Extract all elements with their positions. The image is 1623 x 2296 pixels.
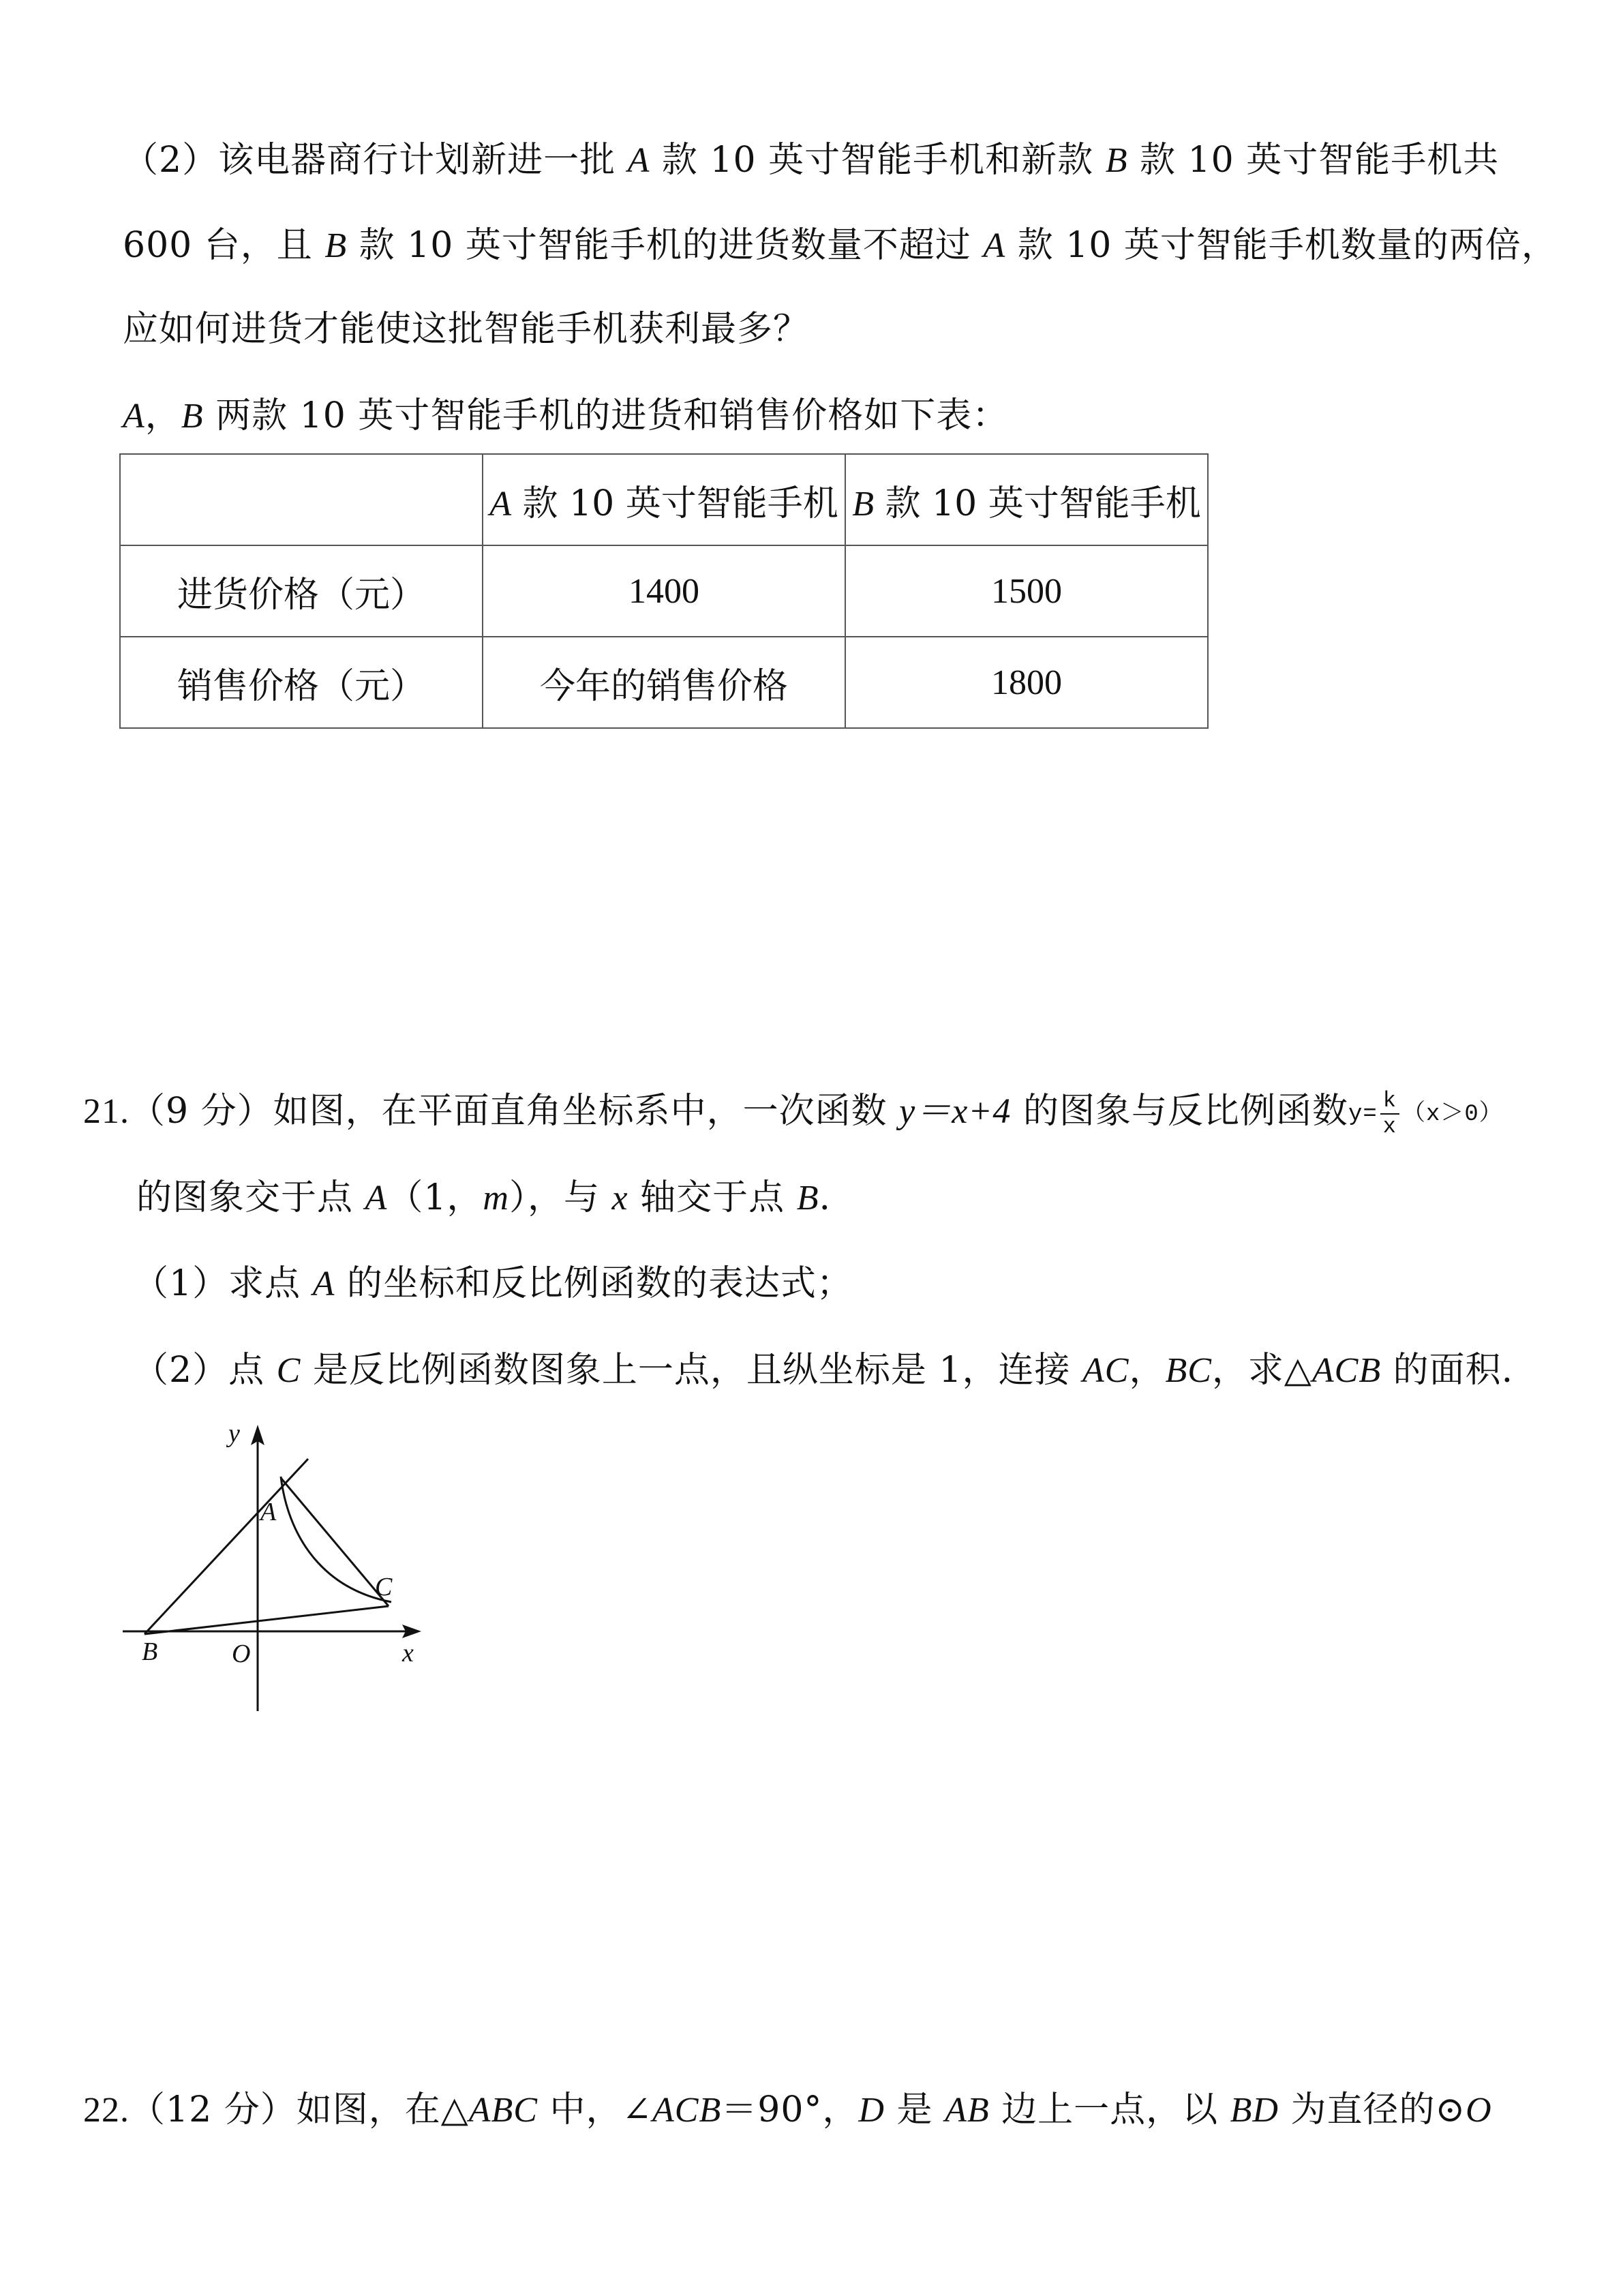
text: 是	[896, 2089, 933, 2130]
label-a: A	[260, 1498, 277, 1526]
text: 如图，在平面直角坐标系中，一次函数	[273, 1091, 888, 1132]
question-number: 22.	[83, 2091, 130, 2130]
var: A	[312, 1265, 335, 1303]
text: （2）点	[133, 1350, 265, 1391]
question-points: （9 分）	[130, 1091, 273, 1132]
text: 款 10 英寸智能手机共	[1139, 140, 1500, 181]
text: （1，	[387, 1177, 483, 1218]
inverse-function-formula	[1348, 1089, 1503, 1139]
text: 轴交于点	[640, 1177, 785, 1218]
line-y-x-plus-4	[145, 1459, 308, 1634]
text: 款 10 英寸智能手机	[522, 483, 838, 524]
label-o: O	[232, 1640, 251, 1668]
text: 的面积.	[1393, 1350, 1514, 1391]
text: ，求△	[1211, 1350, 1312, 1391]
table-row	[120, 637, 1208, 728]
text: .	[819, 1177, 831, 1218]
var: C	[276, 1351, 301, 1390]
var: D	[858, 2091, 885, 2130]
text: 如图，在△	[296, 2089, 469, 2130]
var: B	[324, 226, 348, 265]
var: O	[1466, 2091, 1492, 2130]
q22-line1	[83, 2086, 1492, 2134]
var: B	[181, 397, 204, 436]
text: 款 10 英寸智能手机的进货数量不超过	[359, 225, 971, 266]
var: AC	[1082, 1351, 1129, 1390]
table-cell: 1800	[845, 637, 1208, 728]
text: 款 10 英寸智能手机和新款	[661, 140, 1094, 181]
var: A	[123, 397, 145, 436]
var: BD	[1230, 2091, 1279, 2130]
text: 为直径的⊙	[1290, 2089, 1466, 2130]
table-row-label: 进货价格（元）	[120, 545, 483, 637]
frac-condition: （x＞0）	[1402, 1101, 1503, 1128]
segment-bc	[145, 1606, 389, 1634]
table-header-b	[845, 454, 1208, 545]
label-x: x	[402, 1639, 414, 1667]
fraction	[1380, 1089, 1399, 1139]
segment-ac	[281, 1478, 389, 1606]
frac-denominator: x	[1382, 1113, 1397, 1139]
frac-prefix: y=	[1348, 1101, 1378, 1128]
var: B	[852, 484, 874, 524]
var: A	[983, 226, 1006, 265]
text: 款 10 英寸智能手机数量的两倍，	[1017, 225, 1558, 266]
q21-line1	[83, 1087, 1503, 1139]
text: 是反比例函数图象上一点，且纵坐标是 1，连接	[312, 1350, 1071, 1391]
var: ABC	[468, 2091, 538, 2130]
q21-line2	[136, 1174, 831, 1222]
text: （1）求点	[133, 1263, 301, 1304]
var: B	[796, 1179, 819, 1218]
table-row	[120, 545, 1208, 637]
text: ＝90°，	[721, 2089, 859, 2130]
text: 600 台，且	[123, 225, 313, 266]
var: AB	[945, 2091, 990, 2130]
text: ，	[145, 395, 181, 436]
text: ），与	[509, 1177, 600, 1218]
q20-table-intro	[123, 392, 1008, 440]
table-header-row	[120, 454, 1208, 545]
var: m	[483, 1179, 509, 1218]
label-y: y	[228, 1419, 240, 1448]
table-header-a	[483, 454, 845, 545]
text: 中，∠	[549, 2089, 653, 2130]
table-cell: 1500	[845, 545, 1208, 637]
coordinate-figure	[116, 1418, 443, 1711]
question-points: （12 分）	[130, 2089, 297, 2130]
q21-part2	[133, 1346, 1513, 1395]
var: A	[627, 141, 650, 180]
text: 的图象与反比例函数	[1022, 1091, 1348, 1132]
q20-part2-line3: 应如何进货才能使这批智能手机获利最多？	[123, 309, 810, 350]
q21-part1	[133, 1260, 853, 1308]
text: 两款 10 英寸智能手机的进货和销售价格如下表：	[215, 395, 1009, 436]
label-b: B	[142, 1637, 158, 1666]
q20-part2-line2	[123, 222, 1558, 270]
text: ，	[1129, 1350, 1166, 1391]
linear-function: y＝x+4	[899, 1092, 1012, 1131]
text: 款 10 英寸智能手机	[885, 483, 1201, 524]
text: 的坐标和反比例函数的表达式；	[346, 1263, 853, 1304]
label-c: C	[375, 1573, 393, 1601]
q20-part2-line1	[123, 136, 1499, 185]
frac-numerator: k	[1380, 1089, 1399, 1115]
text: （2）该电器商行计划新进一批	[123, 140, 616, 181]
text: 的图象交于点	[136, 1177, 354, 1218]
var: x	[611, 1179, 628, 1218]
var: A	[365, 1179, 388, 1218]
table-cell: 今年的销售价格	[483, 637, 845, 728]
table-corner-cell	[120, 454, 483, 545]
var: BC	[1165, 1351, 1212, 1390]
question-number: 21.	[83, 1092, 130, 1131]
var: A	[489, 484, 511, 524]
var: ACB	[652, 2091, 722, 2130]
var: ACB	[1311, 1351, 1382, 1390]
table-row-label: 销售价格（元）	[120, 637, 483, 728]
var: B	[1105, 141, 1128, 180]
text: 边上一点，以	[1001, 2089, 1219, 2130]
price-table	[119, 453, 1209, 729]
table-cell: 1400	[483, 545, 845, 637]
